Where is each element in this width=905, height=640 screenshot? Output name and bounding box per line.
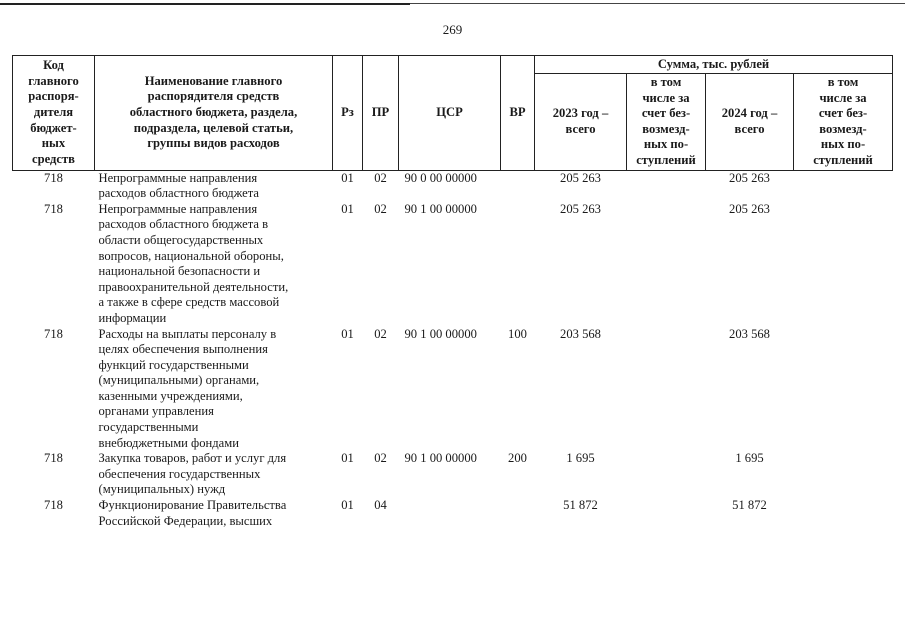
cell-name: Непрограммные направления расходов областного бюджета [98,170,260,201]
cell-vr [501,202,535,327]
cell-2023-free [627,327,706,452]
cell-2024-total: 205 263 [729,201,770,216]
cell-2023-total: 1 695 [566,451,595,466]
cell-code: 718 [44,170,63,185]
header-name: Наименование главного распорядителя средств областного бюджета, раздела, подраздела, целевой статьи, группы видов расходов [95,56,333,171]
cell-2023-total: 205 263 [560,201,601,216]
top-rule-bold [0,3,410,5]
cell-2024-free [794,451,893,498]
cell-code: 718 [44,326,63,341]
header-rz: Рз [333,56,363,171]
cell-name: Функционирование Правительства Российской Федерации, высших [98,498,287,528]
cell-2023-free [627,498,706,529]
header-sum: Сумма, тыс. рублей [535,56,893,74]
cell-2024-total: 205 263 [729,170,770,185]
cell-vr: 200 [508,451,527,466]
cell-2024-free [794,327,893,452]
table-row [13,170,893,202]
cell-vr [501,170,535,202]
cell-2024-free [794,170,893,202]
page-number: 269 [442,22,463,37]
cell-csr: 90 0 00 00000 [404,170,477,185]
header-2024-total: 2024 год – всего [706,74,794,171]
cell-code: 718 [44,201,63,216]
table-row [13,202,893,327]
budget-table [12,55,893,529]
cell-pr: 02 [374,170,387,185]
cell-code: 718 [44,498,63,513]
cell-name: Закупка товаров, работ и услуг для обеспечения государственных (муниципальных) нужд [98,451,287,497]
cell-rz: 01 [341,170,354,185]
cell-pr: 02 [374,201,387,216]
cell-2023-total: 203 568 [560,326,601,341]
cell-2023-free [627,170,706,202]
header-2023-total: 2023 год – всего [535,74,627,171]
cell-2024-total: 1 695 [735,451,764,466]
cell-pr: 02 [374,326,387,341]
header-code: Код главного распоря- дителя бюджет- ных средств [13,56,95,171]
cell-rz: 01 [341,451,354,466]
cell-2023-free [627,451,706,498]
cell-csr [399,498,501,529]
cell-vr [501,498,535,529]
cell-pr: 04 [374,498,387,513]
cell-2023-total: 205 263 [560,170,601,185]
cell-rz: 01 [341,498,354,513]
table-row [13,451,893,498]
table-row [13,327,893,452]
header-vr: ВР [501,56,535,171]
cell-2024-total: 203 568 [729,326,770,341]
header-2024-free: в том числе за счет без- возмезд- ных по- ступлений [794,74,893,171]
cell-name: Расходы на выплаты персоналу в целях обеспечения выполнения функций государственными (муниципальными) органами, казенными учреждениями, органами управления государственными внебюджетными фондами [98,326,277,450]
header-2023-free: в том числе за счет без- возмезд- ных по- ступлений [627,74,706,171]
cell-rz: 01 [341,201,354,216]
cell-2023-total: 51 872 [563,498,598,513]
cell-2024-total: 51 872 [732,498,767,513]
cell-2024-free [794,202,893,327]
cell-2023-free [627,202,706,327]
table-row [13,498,893,529]
header-pr: ПР [363,56,399,171]
cell-vr: 100 [508,326,527,341]
cell-rz: 01 [341,326,354,341]
cell-name: Непрограммные направления расходов областного бюджета в области общегосударственных вопросов, национальной обороны, национальной безопасности и правоохранительной деятельности, а также в сфере средств массовой информации [98,201,289,325]
cell-csr: 90 1 00 00000 [404,326,477,341]
cell-csr: 90 1 00 00000 [404,451,477,466]
cell-pr: 02 [374,451,387,466]
cell-2024-free [794,498,893,529]
header-csr: ЦСР [399,56,501,171]
cell-code: 718 [44,451,63,466]
cell-csr: 90 1 00 00000 [404,201,477,216]
